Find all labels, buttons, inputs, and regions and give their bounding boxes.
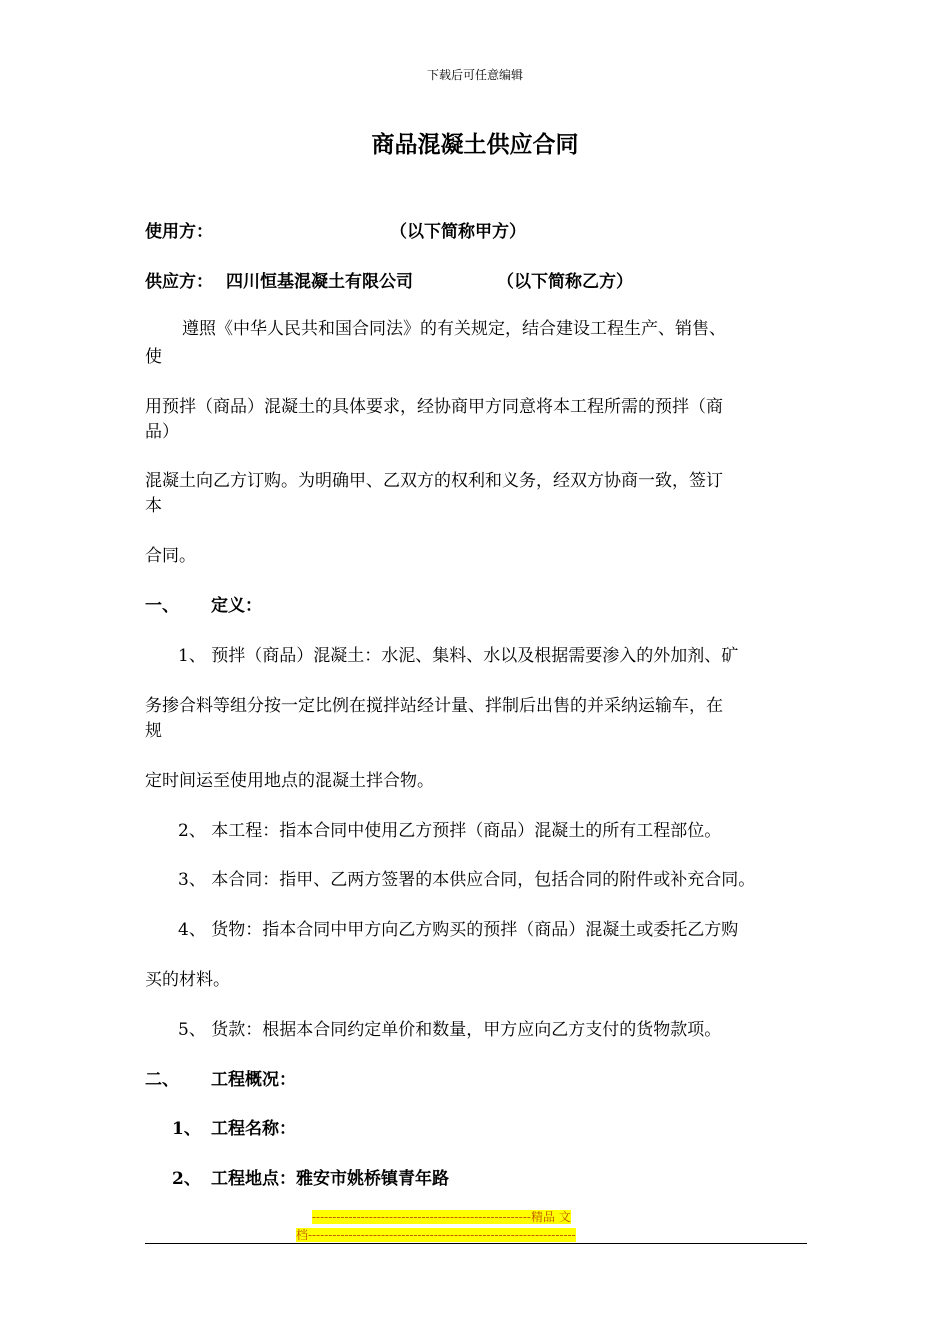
- user-party-alias: （以下简称甲方）: [390, 222, 526, 242]
- section-2-heading: 工程概况：: [211, 1070, 296, 1090]
- definition-1-line-2-wrap: 规: [145, 721, 162, 741]
- intro-line-3: 混凝土向乙方订购。为明确甲、乙双方的权利和义务，经双方协商一致，签订: [145, 471, 723, 491]
- document-title: 商品混凝土供应合同: [371, 131, 579, 158]
- intro-line-4: 合同。: [145, 546, 196, 566]
- intro-line-3-wrap: 本: [145, 496, 162, 516]
- footer-watermark: [296, 1208, 652, 1244]
- intro-line-1: 遵照《中华人民共和国合同法》的有关规定，结合建设工程生产、销售、: [182, 319, 726, 339]
- definition-1-line-1: 1、 预拌（商品）混凝土：水泥、集料、水以及根据需要渗入的外加剂、矿: [178, 646, 739, 666]
- project-item-1-number: 1、: [172, 1119, 201, 1139]
- section-2-number: 二、: [145, 1070, 179, 1090]
- section-1-number: 一、: [145, 596, 179, 616]
- definition-1-line-2: 务掺合料等组分按一定比例在搅拌站经计量、拌制后出售的并采纳运输车，在: [145, 696, 723, 716]
- intro-line-1-wrap: 使: [145, 347, 162, 367]
- section-1-heading: 定义：: [211, 596, 262, 616]
- project-item-2-number: 2、: [172, 1169, 201, 1189]
- definition-5: 5、 货款：根据本合同约定单价和数量，甲方应向乙方支付的货物款项。: [178, 1020, 722, 1040]
- supplier-party-alias: （以下简称乙方）: [497, 272, 633, 292]
- project-name-label: 工程名称：: [211, 1119, 296, 1139]
- footer-line-1: ------------------------------------------------------精品 文: [312, 1210, 571, 1224]
- intro-line-2: 用预拌（商品）混凝土的具体要求，经协商甲方同意将本工程所需的预拌（商: [145, 397, 723, 417]
- supplier-party-label: 供应方：: [145, 272, 213, 292]
- supplier-party-name: 四川恒基混凝土有限公司: [226, 272, 413, 292]
- definition-1-line-3: 定时间运至使用地点的混凝土拌合物。: [145, 771, 434, 791]
- definition-4-line-2: 买的材料。: [145, 970, 230, 990]
- user-party-label: 使用方：: [145, 222, 213, 242]
- definition-4-line-1: 4、 货物：指本合同中甲方向乙方购买的预拌（商品）混凝土或委托乙方购: [178, 920, 739, 940]
- intro-line-2-wrap: 品）: [145, 422, 179, 442]
- project-location: 工程地点：雅安市姚桥镇青年路: [211, 1169, 449, 1189]
- definition-2: 2、 本工程：指本合同中使用乙方预拌（商品）混凝土的所有工程部位。: [178, 821, 722, 841]
- header-note: 下载后可任意编辑: [426, 68, 523, 82]
- footer-line-2: 档------------------------------------------------------------------: [296, 1228, 576, 1242]
- definition-3: 3、 本合同：指甲、乙两方签署的本供应合同，包括合同的附件或补充合同。: [178, 870, 756, 890]
- footer-divider: [145, 1243, 807, 1244]
